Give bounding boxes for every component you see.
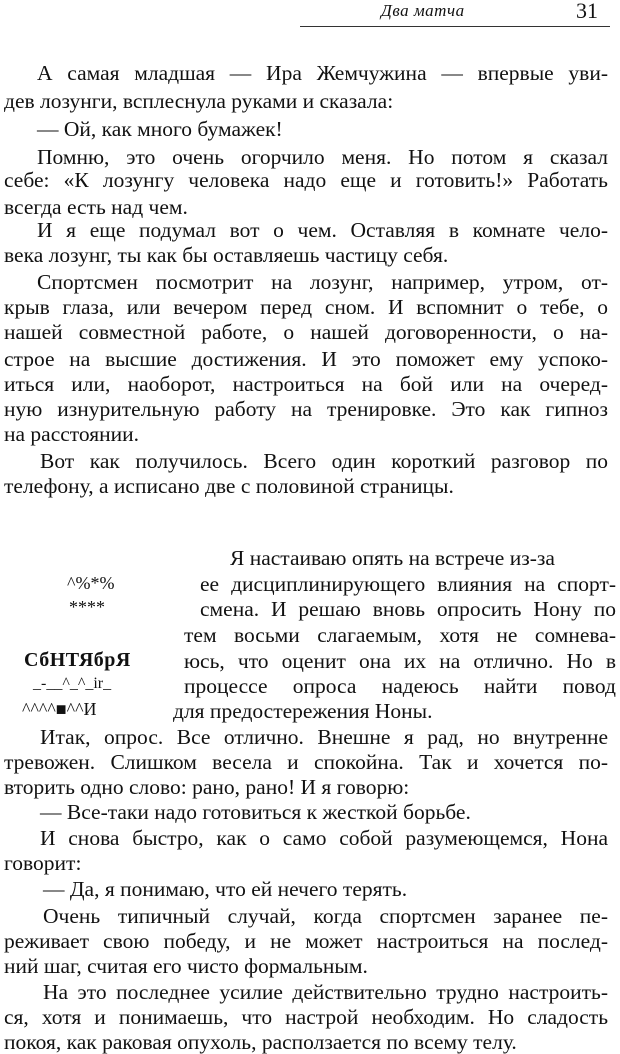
text-line: нашей совместной работе, о нашей договоренности, о на- <box>4 320 608 344</box>
text-line: иться или, наоборот, настроиться на бой или на очеред- <box>4 372 608 396</box>
text-line: на расстоянии. <box>4 422 140 446</box>
text-line: И снова быстро, как о само собой разумеющемся, Нона <box>40 826 608 850</box>
text-line: телефону, а исписано две с половиной страницы. <box>4 474 454 498</box>
running-title: Два матча <box>381 1 465 20</box>
text-line: Вот как получилось. Всего один короткий разговор по <box>40 449 608 473</box>
date-symbol-line: ^%*% <box>67 573 115 593</box>
date-symbol-line: **** <box>69 597 105 617</box>
text-line: строе на высшие достижения. И это поможет ему успоко- <box>4 347 608 371</box>
text-line: тем восьми слагаемым, хотя не сомнева- <box>184 623 616 647</box>
text-line: — Все-таки надо готовиться к жесткой борьбе. <box>40 800 471 824</box>
text-line: себе: «К лозунгу человека надо еще и готовить!» Работать <box>4 168 608 192</box>
text-line: века лозунг, ты как бы оставляешь частицу себя. <box>4 243 449 267</box>
text-line: — Ой, как много бумажек! <box>37 117 283 141</box>
text-line: всегда есть над чем. <box>4 195 188 219</box>
text-line: Спортсмен посмотрит на лозунг, например, утром, от- <box>37 270 608 294</box>
text-line: процессе опроса надеюсь найти повод <box>184 674 616 698</box>
date-symbol-line: _-__^_^_ir_ <box>33 675 112 692</box>
text-line: вторить одно слово: рано, рано! И я говорю: <box>4 775 410 799</box>
text-line: Помню, это очень огорчило меня. Но потом я сказал <box>37 145 608 169</box>
text-line: ную изнурительную работу на тренировке. Это как гипноз <box>4 397 608 421</box>
text-line: ний шаг, считая его чисто формальным. <box>4 954 368 978</box>
text-line: Очень типичный случай, когда спортсмен заранее пе- <box>43 904 608 928</box>
text-line: Я настаиваю опять на встрече из-за <box>230 546 555 570</box>
text-line: покоя, как раковая опухоль, расползается по всему телу. <box>4 1030 517 1054</box>
text-line: крыв глаза, или вечером перед сном. И вспомнит о тебе, о <box>4 295 608 319</box>
text-line: тревожен. Слишком весела и спокойна. Так и хочется по- <box>4 750 608 774</box>
date-symbol-line: ^^^^■^^И <box>22 699 97 719</box>
text-line: А самая младшая — Ира Жемчужина — впервые уви- <box>37 61 608 85</box>
text-line: На это последнее усилие действительно трудно настроить- <box>43 980 608 1004</box>
text-line: реживает свою победу, и не может настроиться на послед- <box>4 929 608 953</box>
text-line: Итак, опрос. Все отлично. Внешне я рад, но внутренне <box>40 725 608 749</box>
date-heading: СбНТЯбрЯ <box>24 649 131 671</box>
text-line: — Да, я понимаю, что ей нечего терять. <box>43 877 408 901</box>
text-line: юсь, что оценит она их на отлично. Но в <box>184 649 616 673</box>
page-number: 31 <box>576 0 598 23</box>
text-line: ее дисциплинирующего влияния на спорт- <box>200 572 616 596</box>
text-line: ся, хотя и понимаешь, что настрой необходим. Но сладость <box>4 1005 608 1029</box>
text-line: говорит: <box>4 851 82 875</box>
text-line: смена. И решаю вновь опросить Нону по <box>200 597 616 621</box>
page-header <box>0 0 620 32</box>
header-rule <box>300 26 610 27</box>
text-line: для предостережения Ноны. <box>173 699 433 723</box>
text-line: И я еще подумал вот о чем. Оставляя в комнате чело- <box>37 218 608 242</box>
text-line: дев лозунги, всплеснула руками и сказала: <box>4 89 394 113</box>
